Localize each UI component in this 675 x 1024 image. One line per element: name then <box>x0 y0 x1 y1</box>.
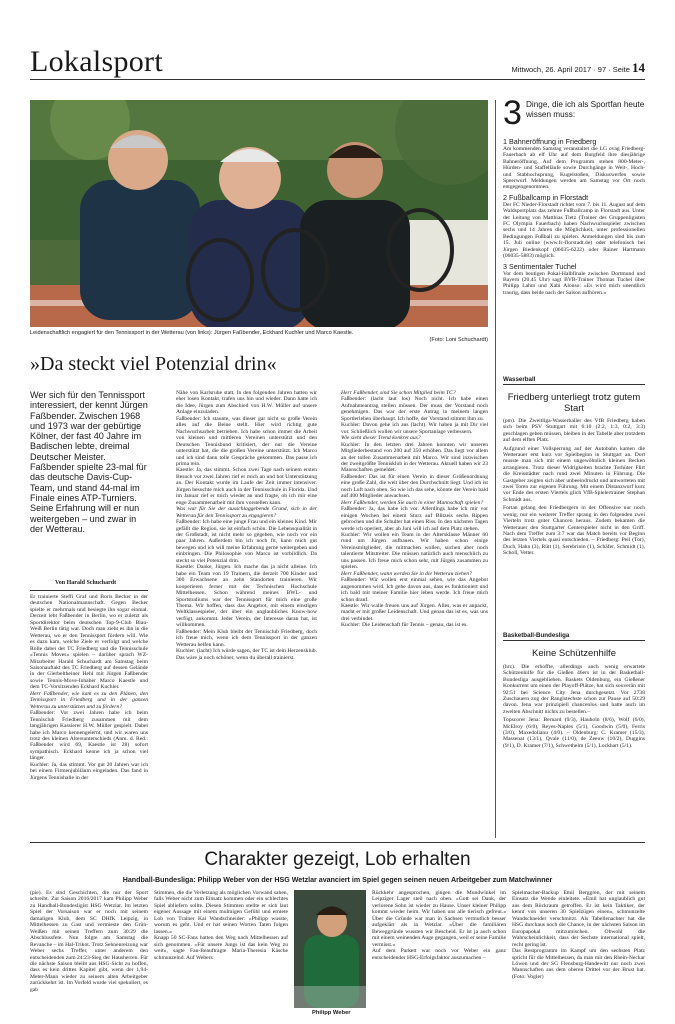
basketball-p1: (hrz). Die erhoffte, allerdings auch wenig erwartete Schützenhilfe für die Gießen 46ers ist in der Basketball-Bundesliga ausgeblieben. Baskets Oldenburg, ein Gießener Konkurrent um einen der Playoff-Plätze, hat sich souverän mit 92:51 bei Science City Jena durchgesetzt. Vor 2738 Zuschauern zog der Ranglstechste schon zur Pause auf 50:29 davon. Jena war prinzipiell chancenlos und hatte auch im zweiten Abschnitt nichts zu bestellen.– <box>503 664 645 715</box>
tennis-col3-p3: Kuchler: In den letzten drei Jahren konnten wir unseren Mitgliederbestand von 200 auf 350 erhöhen. Das liegt vor allem an der tollen Zusammenarbeit mit Marco. Wir sind inzwischen der zweitgrößte Tennisklub in der Wetterau. Aktuell haben wir 23 Mannschaften gemeldet. <box>341 441 488 474</box>
tennis-col3-p1: Faßbender: (lacht laut los) Noch nicht. Ich habe einen Aufnahmeantrag stellen müssen. Der muss der Vorstand noch genehmigen. Das war der erste Antrag in meinem langen Sportlerleben überhaupt. Ich hoffe, der Vorstand stimmt ihm zu. <box>341 396 488 422</box>
item-3-text: Vor dem heutigen Pokal-Halbfinale zwischen Dortmund und Bayern (20.45 Uhr) sagt BVB-Trainer Thomas Tuchel über Philipp Lahm und Xabi Alonso: »Es wird mich unendlich traurig, dass beide nach der Saison aufhören.« <box>503 270 645 296</box>
handball-photo-svg <box>294 890 366 1008</box>
basketball-headline: Keine Schützenhilfe <box>532 648 616 659</box>
tennis-headline: »Da steckt viel Potenzial drin« <box>30 353 277 375</box>
wasserball-text <box>503 418 645 624</box>
item-2-text: Der FC Nieder-Florstadt richtet vom 7. bis 11. August auf dem Waldsportplatz das zehnte Fußballcamp in Florstadt aus. Unter der Leitung von Matthias Tietz (Trainer des Gruppenligisten FC Olympia Fauerbach) haben Nachwuchsspieler zwischen sechs und 14 Jahren die Möglichkeit, unter professionellen Bedingungen Fußball zu spielen. Anmeldungen sind bis zum 15. Juli online (www.fc-florstadt.de) oder telefonisch bei Jürgen Biedenkopf (06035-6222) oder Rainer Hartmann (06035-5883) möglich. <box>503 201 645 260</box>
wasserball-p1: (pm). Die Zweitliga-Wasserballer des VfB Friedberg haben sich beim PSV Stuttgart mit 6:10 (2:2, 1:3, 0:2, 3:3) geschlagen geben müssen, bleiben in der Tabelle aber trotzdem auf dem elften Platz. <box>503 418 645 444</box>
handball-top-rule <box>30 842 645 843</box>
item-2-heading: 2 Fußballcamp in Florstadt <box>503 192 589 202</box>
date-line <box>512 60 646 76</box>
wasserball-headline: Friedberg unterliegt trotz gutem Start <box>507 392 641 414</box>
tennis-col3-p8: Kaestle: Wir walle freuen uns auf Jürgen. Alles, was er anpackt, macht er mit großer Leidenschaft. Und genau das ist es, was uns drei verbindet. <box>341 602 488 622</box>
tennis-col3-p4: Faßbender: Das ist für einen Verein in dieser Größenordnung eine große Zahl, die weit über den Durchschnitt liegt. Und ich ist noch Luft nach oben. So wie ich das sehe, könnte der Verein bald auf 400 Mitglieder anwachsen. <box>341 473 488 500</box>
item-3-heading: 3 Sentimentaler Tuchel <box>503 261 577 271</box>
tennis-col1-p3: Kuchler: Ja, das stimmt. Vor gut 20 Jahren war ich bei einem Firmenjubiläum eingeladen. Das fand in Jürgens Tennishalle in der <box>30 761 148 781</box>
tennis-column-3 <box>341 390 488 838</box>
photo-credit: (Foto: Loni Schuchardt) <box>429 336 488 343</box>
tennis-column-1 <box>30 594 148 838</box>
sidebar-divider <box>495 100 496 838</box>
tennis-lead: Wer sich für den Tennissport interessiert, der kennt Jürgen Faßbender. Zwischen 1968 und 1973 war der gebürtige Kölner, der fast 40 Jahre im Badischen lebte, dreimal Deutscher Meister. Faßbender spielte 23-mal für das deutsche Davis-Cup-Team, und stand 44-mal im Finale eines ATP-Turniers. Seine Erfahrung will er nun weitergeben – und zwar in der Wetterau. <box>30 390 148 534</box>
handball-headline: Charakter gezeigt, Lob erhalten <box>204 849 471 870</box>
tennis-col1-p2: Faßbender: Vor zwei Jahren habe ich beim Tennisclub Friedberg zusammen mit dem langjährigen Kassierer H.W. Müller gespielt. Dabei habe ich Marco kennengelernt, und wir waren uns trotz des kleinen Altersunterschieds (Anm. d. Red.: Faßbender wird 69, Kaestle ist 28) sofort sympathisch. Eckhard kenne ich ja schon viel länger. <box>30 710 148 762</box>
tennis-col2-p5: Kaestle: Danke, Jürgen. Ich mache das ja nicht alleine. Ich habe ein Team von 19 Trainern, die derzeit 700 Kinder und 300 Erwachsene an zehn Standorten trainieren. Wir kooperieren ferner mit der Technischen Hochschule Mittelhessen. Schon während meines BWL- und Sportstudiums war der Tennissport für mich eine große Thema. Wir hoffen, dass das Angebot, mit einem einstigen Weltklassespieler, der über ein unglaubliches Know-how verfügt, ankommt. Jeder Verein, der Interesse daran hat, ist willkommen. <box>176 564 317 629</box>
tennis-col2-p4: Faßbender: Ich habe eine junge Frau und ein kleines Kind. Mir gefällt die Region, sie ist einfach schön. Die Lebensqualität in der Großstadt, ist nicht mehr so gegeben, wie noch vor ein paar Jahren. Außerdem bin ich noch fit, kann mich gut bewegen und ich will meine Erfahrung gerne weitergeben und einbringen. Die Philosophie von Marco ist vorbildlich. Da steckt so viel Potenzial drin. <box>176 519 317 564</box>
handball-column-3: Rückkehr angesprochen, gingen die Mundwinkel im Leipziger Lager steil nach oben. »Gott sei Dank, der verlorene Sohn ist wieder zu Hause. Unser kleiner Philipp kommt wieder heim. Wir haben uns alle tierisch gefreut.« Über die Gründe war man in Sachsen vermutlich besser aufgeklärt als in Wetzlar. »Über die familiären Beweggründe wussten wir Bescheid. Er ist ja auch schon mit einem weinenden Auge gegangen, weil er seine Familie vermisst.« Auf dem Parkett war noch vor Weber ein ganz entscheidender HSG-Erfolgsfaktor auszumachen – <box>372 890 506 961</box>
tennis-col3-q4: Herr Faßbender, wann werden Sie in die Wetterau ziehen? <box>341 570 472 577</box>
issue-date: Mittwoch, 26. April 2017 · 97 · Seite <box>511 65 630 74</box>
handball-column-4: Spielmacher-Backup Emil Berggren, der mit seinem Einsatz die Wende einleitete. »Emil hat unglaublich gut aus dem Rückraum getroffen. Er ist kein Taktiker, der kennt von unseren 30 Spielzügen einen«, schmunzelte Wandschneider verschmitzt. Als Tabellenachter hat die HSG durchaus noch die Chance, in der nächsten Saison im Europapokal mitzumischen. Obwohl die Wahrscheinlichkeit, dass der Sechste international spielt, recht gering ist. Das Restprogramm im Kampf um den sechsten Platz spricht für die Mittelhessen, da man mit den Rhein-Neckar Löwen und der SG Flensburg-Handewitt nur noch zwei Mannschaften aus dem oberen Drittel vor der Brust hat. (Foto: Vogler) <box>512 890 645 980</box>
basketball-p2: Topscorer Jena: Bernard (9/3), Hauholn (8/6), Wolf (6/0), McElroy (6/0), Reyes-Naples (5/1), Goodwin (5/0), Ferris (3/0), Maxedolianu (4/0). – Oldenburg: C. Kramer (15/3), Massenat (13/1), Qvale (11/0), de Zeeuw (10/2), Duggins (9/1), D. Kramer (7/1), Schwethelm (5/1), Lockhart (5/1). <box>503 717 645 749</box>
tennis-col2-p7: Kuchler: (lacht) Ich würde sagen, der TC ist dein Herzensklub. Das wäre ja noch schöner, wenn du überall trainierst. <box>176 648 317 661</box>
tennis-col3-q2: Wie sieht dieser Trend konkret aus? <box>341 435 421 442</box>
item-1-heading: 1 Bahneröffnung in Friedberg <box>503 138 597 146</box>
tennis-photo-svg <box>30 100 488 327</box>
handball-column-1: (pie). Es sind Geschichten, die nur der Sport schreibt. Zur Saison 2016/2017 kam Philipp Weber zu Handball-Bundesligist HSG Wetzlar. Im letzten Spiel der Vorsaison war er noch mit seinem damaligen Klub, dem SC DHfK Leipzig, in Mittelhessen zu Gast und vermieste den Grün-Weißen mit seinen Treffern zum 30:29 die Abschlussfete. Nun folgte am Samstag die Revanche – im Hal-Trikot. Trotz Sehnenreizung war Weber sechs Treffer, unter anderem den entscheidenden zum 24:23-Sieg der Hausherren. Für die nächste Saison bleibt aus HSG-Sicht zu hoffen, dass es kein drittes Kapitel gibt, wenn der 1,94-Meter-Mann wieder zu seinem alten Arbeitgeber zurückkehrt ist. Im Vorfeld wurde viel spekuliert, es gab <box>30 890 148 993</box>
wasserball-p3: Fortan gelang den Friedbergern in der Offensive nur noch wenig, nur ein weiterer Treffer sprang in den folgenden zwei Vierteln trotz guter Chancen heraus. Zudem bekamen die Wetterauer den Stuttgarter Centerspieler nicht in den Griff. Nach dem Treffer zum 3:7 war das Match bereits vor Beginn des letzten Viertels quasi entschieden. – Friedberg: Peil (Tor), Duch, Hahn (3), Rütt (1), Serebrinin (1), Schäfer, Schmidt (1), Scholl, Vetter. <box>503 505 645 557</box>
handball-photo <box>294 890 366 1008</box>
tennis-col3-p7: Faßbender: Wir wollen erst einmal sehen, wie das Angebot angenommen wird. Ich gehe davon aus, dass es funktioniert und ich bald mit meiner Familie hier leben werde. Ich freue mich schon drauf. <box>341 577 488 603</box>
tennis-col2-question: Was war für Sie der ausschlaggebende Grund, sich in der Wetterau für den Tennissport zu engagieren? <box>176 506 317 519</box>
wasserball-section: Wasserball <box>503 376 645 385</box>
page-number: 14 <box>632 60 645 75</box>
masthead-rule <box>30 79 645 80</box>
handball-subhead: Handball-Bundesliga: Philipp Weber von der HSG Wetzlar avanciert im Spiel gegen seinen neuen Arbeitgeber zum Matchwinner <box>122 876 553 884</box>
tennis-col3-q3: Herr Faßbender, werden Sie auch in einer Mannschaft spielen? <box>341 499 484 506</box>
tennis-col3-p9: Kuchler: Die Leidenschaft für Tennis – genau, das ist es. <box>341 622 468 629</box>
three-things-list <box>503 138 645 370</box>
basketball-section: Basketball-Bundesliga <box>503 632 645 641</box>
caption-text: Leidenschaftlich engagiert für den Tennissport in der Wetterau (von links): Jürgen Faßbender, Eckhard Kuchler und Marco Kaestle. <box>30 330 354 336</box>
tennis-col2-p6: Faßbender: Mein Klub bleibt der Tennisclub Friedberg, doch ich freue mich, wenn ich dem Tennissport in der ganzen Wetterau helfen kann. <box>176 628 317 648</box>
tennis-col2-p3: Kaestle: Ja, das stimmt. Schon zwei Tage nach seinem ersten Besuch vor zwei Jahren rief er mich an und bot Unterstützung an. Der Kontakt wurde im Laufe der Zeit immer intensiver. Jürgen besuchte mich auch in der Tennisschule in Florida. Und im Januar rief er mich wieder an und fragte, ob ich mir eine enge Zusammenarbeit mit ihm vorstellen kann. <box>176 467 317 506</box>
tennis-col1-question: Herr Faßbender, wie kam es zu den Plänen, den Tennissport in Friedberg und in der ganzen Wetterau zu unterstützen und zu fördern? <box>30 690 148 710</box>
three-things-number: 3 <box>503 94 522 132</box>
tennis-column-2 <box>176 390 317 838</box>
tennis-col1-p1: Er trainierte Steffi Graf und Boris Becker in der deutschen Nationalmannschaft. Gegen Becker spielte er mehrmals und besiegte ihn sogar einmal. Derzeit lebt Faßbender in Berlin, wo er zuletzt als Sportdirektor beim deutschen Top-9-Club Blau-Weiß Berlin tätig war. Doch man zieht es ihn in die Wetterau, wo er den Tennissport fördern will. Wie es dazu kam, welche Ziele er verfolgt und welche Rolle dabei der TC Friedberg und die Tennisschule »Tennis Moves« spielen – darüber sprach WZ-Mitarbeiter Harald Schuchardt am Samstag beim Saisonauftakt des TC Friedberg auf dessen Gelände in der Gierbeltheiner Hehl mit Jürgen Faßbender sowie Tennis-Move-Inhaber Marco Kaestle und dem TC-Vorsitzenden Eckhard Kuchler. <box>30 594 148 691</box>
tennis-photo <box>30 100 488 327</box>
tennis-col3-p5: Faßbender: Ja, das habe ich vor. Allerdings habe ich mir vor einigen Wochen bei einem Sturz auf Blitzeis sechs Rippen gebrochen und die Schulter hat einen Riss. In den nächsten Tagen werde ich operiert, aber ab Juni will ich auf dem Platz stehen. <box>341 506 488 532</box>
tennis-col3-p2: Kuchler: Davon gehe ich aus (lacht). Wir haben ja mit Dir viel vor. Schließlich wollen wir unsere Sportanlage verbessern. <box>341 422 488 435</box>
tennis-col3-p6: Kuchler: Wir wollen ein Team in der Altersklasse Männer 60 rund um Jürgen aufbauen. Wir haben schon einige Vereinsmitglieder, die mitmachen wollen, suchen aber noch talentierte Mitstreiter. Die müssen natürlich auch menschlich zu uns passen. Ich freue mich schon sehr, mit Jürgen zusammen zu spielen. <box>341 531 488 571</box>
handball-photo-caption: Philipp Weber <box>312 1010 351 1016</box>
tennis-col3-q1: Herr Faßbender, sind Sie schon Mitglied beim TC? <box>341 390 456 396</box>
photo-caption <box>30 330 488 343</box>
wasserball-p2: Aufgrund einer Vollsperrung auf der Autobahn kamen die Wetterauer erst kurz vor Spielbeginn in Stuttgart an. Dort musste man sich mit einem ungewöhnlich kleinen Becken arrangieren. Trotz dieser Widrigkeiten brachte Torhüter Flirt die Kreisstädter nach rund zwei Minuten in Führung. Die Gastgeber zeigten sich aber unbeeindruckt und antworteten mit zwei Toren zur eigenen Führung. Mit einem Distanzwurf kurz vor Ende des ersten Viertels glich VfB-Spielertrainer Stephan Schmidt aus. <box>503 445 645 503</box>
handball-column-2: Stimmen, die die Verletzung als möglichen Vorwand sahen, falls Weber nicht zum Einsatz kommen oder ein schlechtes Spiel abliefern sollte. Diesen Stimmen stellte er sich laut eigener Aussage mit einem mulmigen Gefühl und erntete Lob von Trainer Kai Wandschneider: »Philipp wusste, worum es geht. Und er hat seinen Worten Taten folgen lassen.« Knapp 50 SC-Fans hatten den Weg nach Mittelhessen auf sich genommen. »Für unsere Jungs ist das kein Weg zu weit«, sagte Fan-Beauftragte Maria-Theresia Käsche schmunzelnd. Auf Webers <box>154 890 288 961</box>
basketball-text <box>503 664 645 838</box>
tennis-col2-p1: Nähe von Karlsruhe statt. In den folgenden Jahren hatten wir eher losen Kontakt, trafen uns hin und wieder. Dann hatte ich die Idee, Jürgen zum Abschied von H.W. Müller auf unsere Anlage einzuladen. <box>176 390 317 416</box>
author-line: Von Harald Schuchardt <box>55 580 117 586</box>
section-title: Lokalsport <box>30 45 163 78</box>
tennis-col2-p2: Faßbender: Ich staunte, was dieser gar nicht so große Verein alles auf die Beine stellt. Hier wird richtig gute Nachwuchsarbeit betrieben. Ich habe schon immer die Arbeit von kleinen und mittleren Vereinen unterstützt und den Deutschen Tennisbund kritisiert, der nur die Vereine unterstützt hat, die die großen Vereine unterstützt. Ich Marco und ich sind dann tolle Gespräche gekommen. Das passe ich prima rein. <box>176 415 317 467</box>
three-things-title: Dinge, die ich als Sportfan heute wissen muss: <box>526 100 645 119</box>
item-1-text: Am kommenden Samstag veranstaltet die LG ovag Friedberg-Fauerbach ab elf Uhr auf dem Burgfeld ihre diesjährige Bahneröffnung. Auf dem Programm stehen 800-Meter-, Hürden- und Staffelläufe sowie Durchgänge in Weit-, Hoch- und Stabhochsprung, Kugelstoßen, Diskuswerfen sowie Speerwurf. Meldungen werden am Samstag vor Ort noch entgegengenommen. <box>503 146 645 191</box>
author-rule <box>30 590 148 591</box>
